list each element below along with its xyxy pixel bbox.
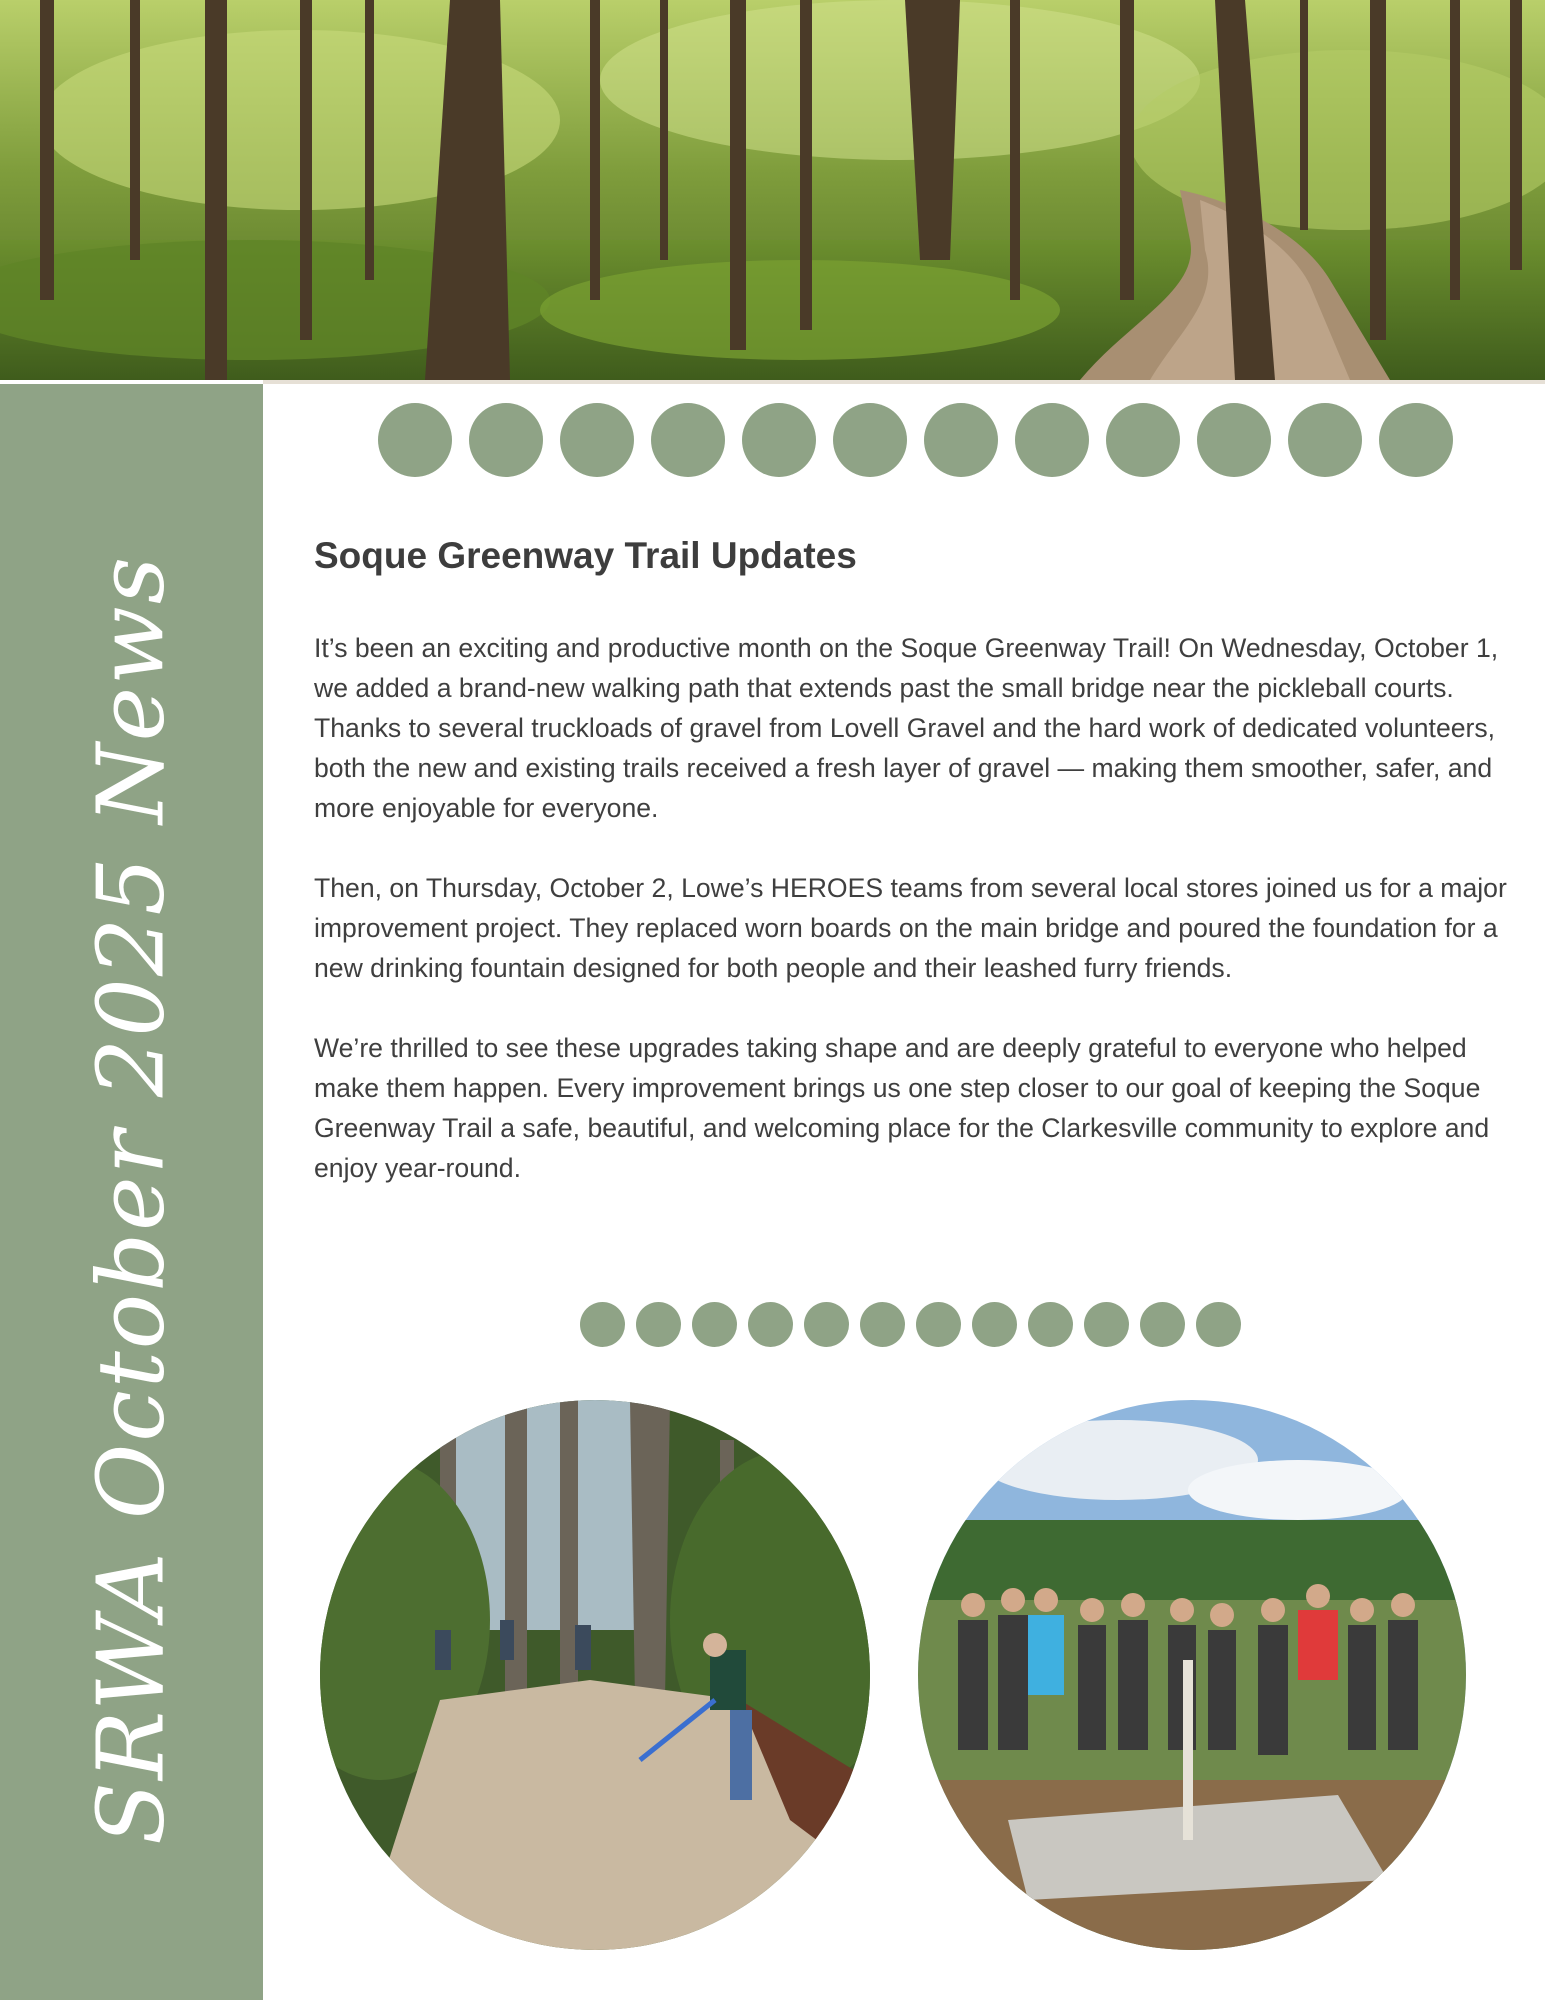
heroes-team-photo — [918, 1400, 1466, 1950]
decor-dot — [692, 1302, 737, 1347]
decor-dot — [742, 403, 816, 477]
decor-dot — [1196, 1302, 1241, 1347]
article-paragraph: We’re thrilled to see these upgrades taking shape and are deeply grateful to everyone who helped make them happen. Every improvement brings us one step closer to our goal of keeping the Soque Greenway Trail a safe, beautiful, and welcoming place for the Clarkesville community to explore and enjoy year-round. — [314, 1033, 1490, 1183]
decor-dot — [916, 1302, 961, 1347]
top-dot-row — [378, 403, 1453, 477]
decor-dot — [1028, 1302, 1073, 1347]
decor-dot — [748, 1302, 793, 1347]
decor-dot — [1106, 403, 1180, 477]
decor-dot — [972, 1302, 1017, 1347]
decor-dot — [1197, 403, 1271, 477]
decor-dot — [580, 1302, 625, 1347]
decor-dot — [924, 403, 998, 477]
article-paragraph: Then, on Thursday, October 2, Lowe’s HEROES teams from several local stores joined us for a major improvement project. They replaced worn boards on the main bridge and poured the foundation for a new drinking fountain designed for both people and their leashed furry friends. — [314, 873, 1507, 983]
decor-dot — [469, 403, 543, 477]
decor-dot — [833, 403, 907, 477]
decor-dot — [636, 1302, 681, 1347]
article-title: Soque Greenway Trail Updates — [314, 535, 857, 576]
decor-dot — [560, 403, 634, 477]
article-paragraph: It’s been an exciting and productive month on the Soque Greenway Trail! On Wednesday, October 1, we added a brand-new walking path that extends past the small bridge near the pickleball courts. Thanks to several truckloads of gravel from Lovell Gravel and the hard work of dedicated volunteers, both the new and existing trails received a fresh layer of gravel — making them smoother, safer, and more enjoyable for everyone. — [314, 633, 1499, 823]
mid-dot-row — [580, 1302, 1241, 1347]
decor-dot — [1140, 1302, 1185, 1347]
decor-dot — [1084, 1302, 1129, 1347]
gravel-volunteers-photo — [320, 1400, 870, 1950]
decor-dot — [1379, 403, 1453, 477]
decor-dot — [378, 403, 452, 477]
decor-dot — [1015, 403, 1089, 477]
decor-dot — [804, 1302, 849, 1347]
decor-dot — [1288, 403, 1362, 477]
article-body — [314, 628, 1514, 1228]
hero-forest-photo — [0, 0, 1545, 380]
sidebar-title: SRWA October 2025 News — [77, 554, 185, 1846]
decor-dot — [651, 403, 725, 477]
hero-divider — [263, 380, 1545, 384]
decor-dot — [860, 1302, 905, 1347]
